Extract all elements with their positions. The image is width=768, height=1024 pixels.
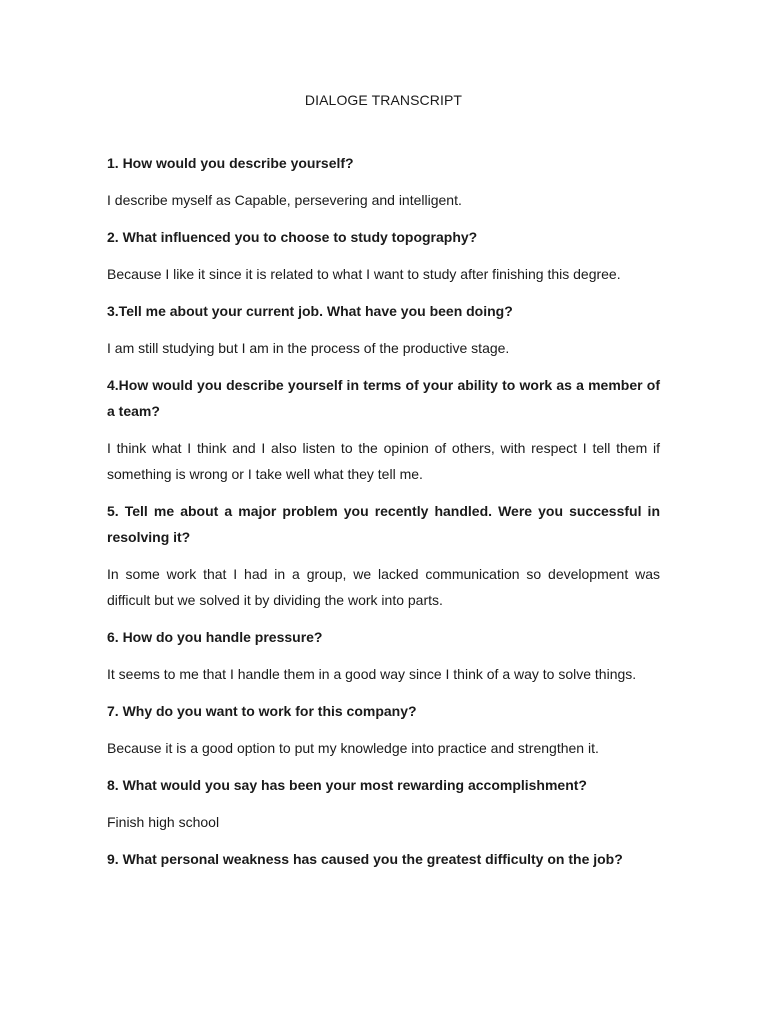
answer-text: Because it is a good option to put my knowledge into practice and strengthen it. — [107, 740, 599, 756]
question-text: 7. Why do you want to work for this company? — [107, 703, 417, 719]
qa-item-9 — [107, 846, 660, 872]
qa-item-1 — [107, 150, 660, 213]
question-text: 1. How would you describe yourself? — [107, 155, 354, 171]
answer-text: Finish high school — [107, 814, 220, 830]
answer-text: In some work that I had in a group, we lacked communication so development was difficult but we solved it by dividing the work into parts. — [107, 566, 660, 608]
qa-item-3 — [107, 298, 660, 361]
qa-item-6 — [107, 624, 660, 687]
answer-text: I describe myself as Capable, persevering and intelligent. — [107, 192, 462, 208]
qa-item-7 — [107, 698, 660, 761]
question-text: 6. How do you handle pressure? — [107, 629, 323, 645]
question-text: 2. What influenced you to choose to study topography? — [107, 229, 478, 245]
question-text: 8. What would you say has been your most rewarding accomplishment? — [107, 777, 587, 793]
answer-text: I am still studying but I am in the process of the productive stage. — [107, 340, 510, 356]
qa-item-8 — [107, 772, 660, 835]
question-text: 4.How would you describe yourself in terms of your ability to work as a member of a team? — [107, 377, 660, 419]
qa-item-5 — [107, 498, 660, 613]
question-text: 9. What personal weakness has caused you the greatest difficulty on the job? — [107, 851, 623, 867]
answer-text: It seems to me that I handle them in a good way since I think of a way to solve things. — [107, 666, 637, 682]
question-text: 3.Tell me about your current job. What have you been doing? — [107, 303, 513, 319]
document-page — [107, 90, 660, 883]
answer-text: I think what I think and I also listen to the opinion of others, with respect I tell them if something is wrong or I take well what they tell me. — [107, 440, 660, 482]
qa-item-2 — [107, 224, 660, 287]
question-text: 5. Tell me about a major problem you recently handled. Were you successful in resolving it? — [107, 503, 660, 545]
answer-text: Because I like it since it is related to what I want to study after finishing this degree. — [107, 266, 621, 282]
qa-item-4 — [107, 372, 660, 487]
document-title: DIALOGE TRANSCRIPT — [304, 92, 463, 108]
